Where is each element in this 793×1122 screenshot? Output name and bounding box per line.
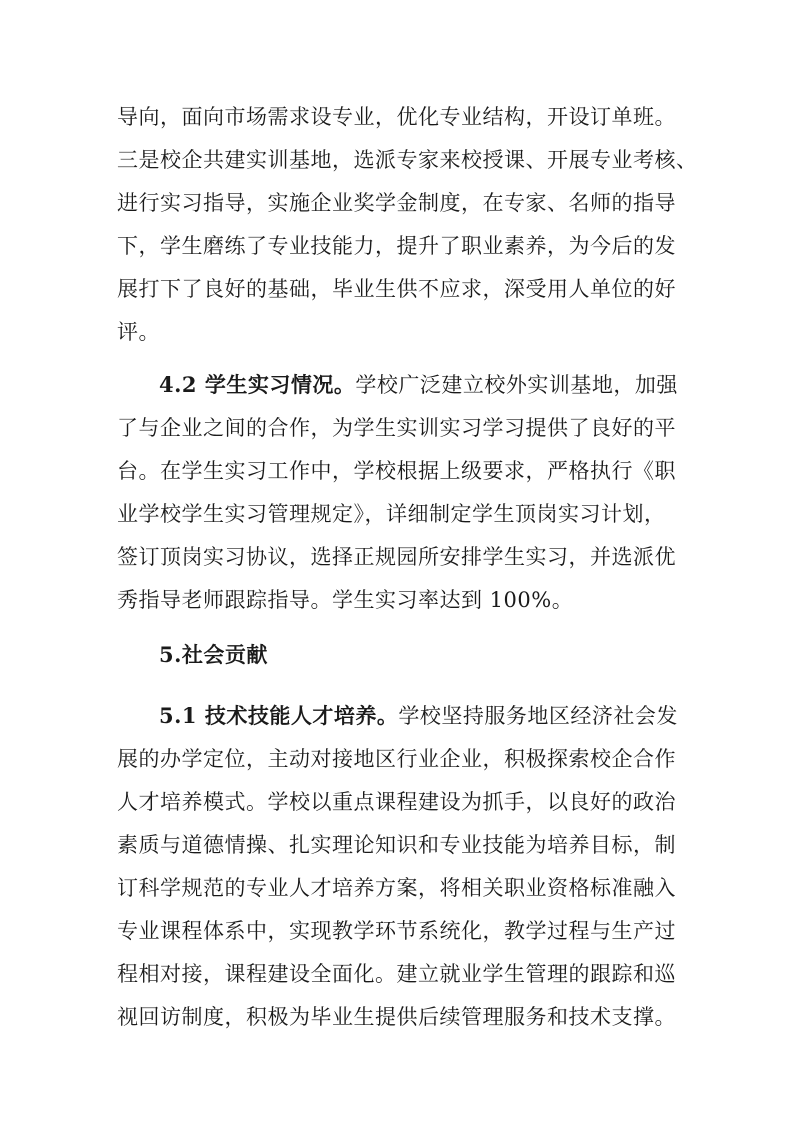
paragraph-line: 导向，面向市场需求设专业，优化专业结构，开设订单班。 <box>117 105 676 129</box>
paragraph-line: 订科学规范的专业人才培养方案，将相关职业资格标准融入 <box>117 876 676 900</box>
paragraph-line: 评。 <box>117 320 160 344</box>
paragraph-line: 业学校学生实习管理规定》，详细制定学生顶岗实习计划， <box>117 502 666 526</box>
paragraph-line: 下，学生磨练了专业技能力，提升了职业素养，为今后的发 <box>117 234 676 258</box>
paragraph-line: 专业课程体系中，实现教学环节系统化，教学过程与生产过 <box>117 919 676 943</box>
paragraph-line: 签订顶岗实习协议，选择正规园所安排学生实习，并选派优 <box>117 545 676 569</box>
section-5-1-first-line <box>159 701 677 731</box>
paragraph-line: 秀指导老师跟踪指导。学生实习率达到 100%。 <box>117 588 574 612</box>
section-5-1-heading: 5.1 技术技能人才培养。 <box>159 703 399 728</box>
paragraph-line: 视回访制度，积极为毕业生提供后续管理服务和技术支撑。 <box>117 1005 676 1029</box>
paragraph-line: 进行实习指导，实施企业奖学金制度，在专家、名师的指导 <box>117 191 676 215</box>
section-4-2-first-line <box>159 370 677 400</box>
section-5-1-intro: 学校坚持服务地区经济社会发 <box>398 704 678 728</box>
paragraph-line: 素质与道德情操、扎实理论知识和专业技能为培养目标，制 <box>117 833 676 857</box>
paragraph-line: 展打下了良好的基础，毕业生供不应求，深受用人单位的好 <box>117 277 676 301</box>
paragraph-line: 了与企业之间的合作，为学生实训实习学习提供了良好的平 <box>117 416 676 440</box>
section-5-heading: 5.社会贡献 <box>159 642 268 667</box>
paragraph-line: 三是校企共建实训基地，选派专家来校授课、开展专业考核、 <box>117 148 698 172</box>
paragraph-line: 展的办学定位，主动对接地区行业企业，积极探索校企合作 <box>117 747 676 771</box>
section-4-2-intro: 学校广泛建立校外实训基地，加强 <box>355 373 678 397</box>
paragraph-line: 人才培养模式。学校以重点课程建设为抓手，以良好的政治 <box>117 790 676 814</box>
section-4-2-heading: 4.2 学生实习情况。 <box>159 372 356 397</box>
paragraph-line: 台。在学生实习工作中，学校根据上级要求，严格执行《职 <box>117 459 676 483</box>
paragraph-line: 程相对接，课程建设全面化。建立就业学生管理的跟踪和巡 <box>117 962 676 986</box>
